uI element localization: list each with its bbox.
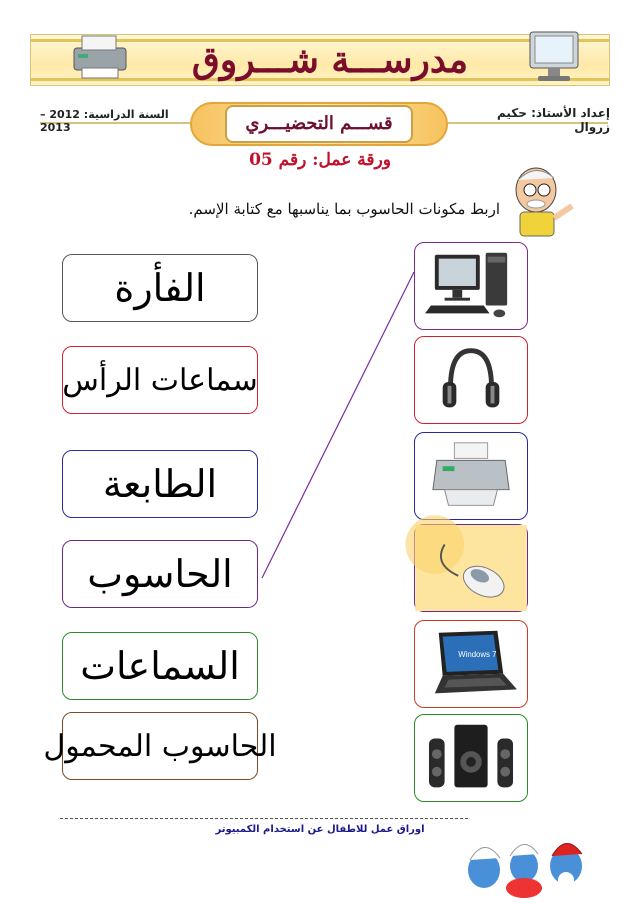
word-label: الطابعة [102, 462, 218, 506]
word-box-mouse[interactable] [62, 254, 258, 322]
word-box-printer[interactable] [62, 450, 258, 518]
teacher-cartoon-icon [506, 160, 578, 240]
footer-text: اوراق عمل للاطفال عن استخدام الكمبيوتر [215, 824, 425, 835]
word-box-computer[interactable] [62, 540, 258, 608]
mouse-icon [415, 525, 527, 611]
word-label: الحاسوب [87, 552, 233, 596]
laptop-icon [415, 621, 527, 707]
picture-box-headphones[interactable] [414, 336, 528, 424]
word-label: الفأرة [114, 266, 206, 310]
picture-box-printer[interactable] [414, 432, 528, 520]
word-box-speakers[interactable] [62, 632, 258, 700]
school-name: مدرســـة شـــروق [191, 39, 469, 81]
smurfs-illustration-icon [462, 830, 592, 900]
worksheet-title: ورقة عمل: رقم 05 [249, 150, 391, 170]
picture-box-mouse[interactable] [414, 524, 528, 612]
word-label: سماعات الرأس [62, 362, 258, 398]
word-label: الحاسوب المحمول [43, 728, 277, 764]
connector-line [262, 272, 414, 578]
speakers-icon [415, 715, 527, 801]
word-box-headset[interactable] [62, 346, 258, 414]
picture-box-desktop[interactable] [414, 242, 528, 330]
laptop-screen-text: Windows 7 [458, 650, 497, 660]
instruction-text: اربط مكونات الحاسوب بما يناسبها مع كتابة الإسم. [188, 200, 500, 218]
school-year: السنة الدراسية: 2012 – 2013 [40, 108, 169, 134]
monitor-logo-icon [516, 26, 592, 86]
teacher-name: إعداد الأستاذ: حكيم زروال [496, 106, 610, 134]
word-label: السماعات [80, 644, 240, 688]
printer-icon [415, 433, 527, 519]
desktop-computer-icon [415, 243, 527, 329]
footer-divider [60, 818, 468, 819]
picture-box-speakers[interactable] [414, 714, 528, 802]
department-title: قســـم التحضيـــري [225, 105, 413, 143]
headphones-icon [415, 337, 527, 423]
picture-box-laptop[interactable] [414, 620, 528, 708]
word-box-laptop[interactable] [43, 712, 277, 780]
printer-logo-icon [60, 28, 140, 84]
